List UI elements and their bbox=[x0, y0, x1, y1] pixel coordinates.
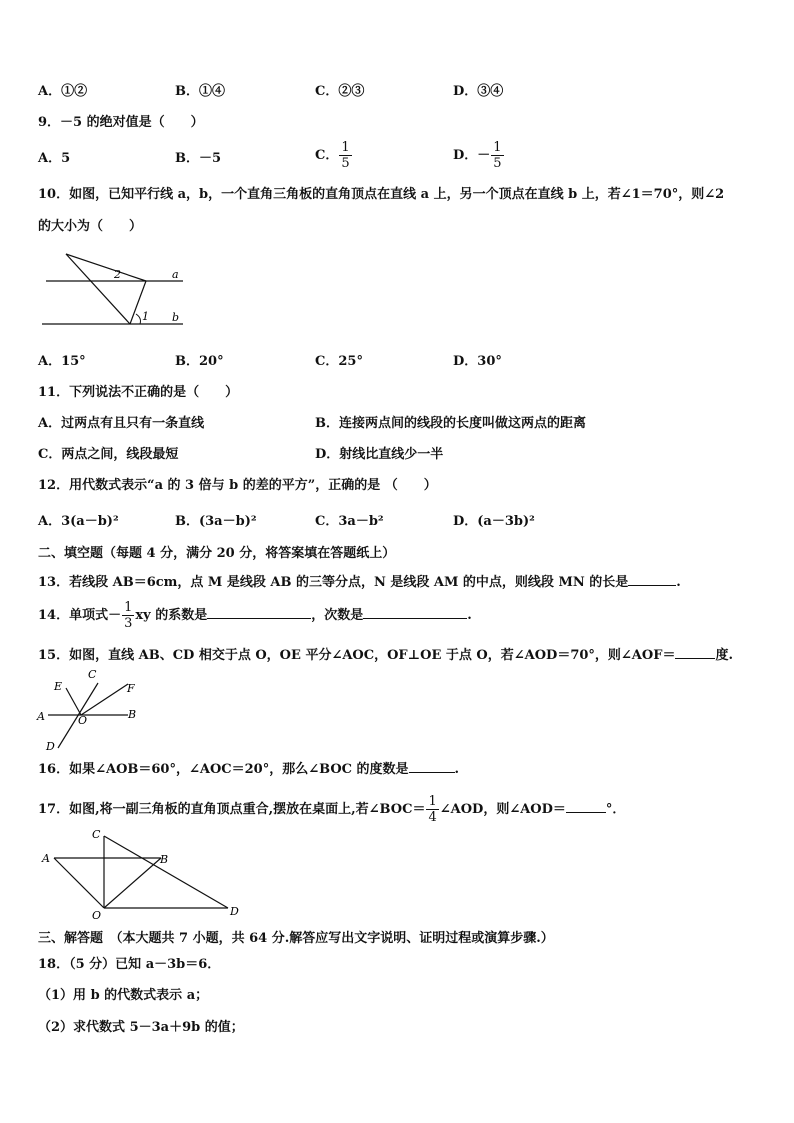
q14: 14．单项式－ $\frac{1}{3}$ xy 的系数是 ，次数是 . bbox=[38, 600, 472, 631]
q14-coefficient-blank bbox=[207, 605, 311, 619]
q9-option-a: A．5 bbox=[38, 151, 71, 166]
q17-label-a: A bbox=[42, 852, 50, 865]
q10-option-c: C．25° bbox=[315, 354, 363, 369]
q9-option-d: D．－ $\frac{1}{5}$ bbox=[453, 140, 502, 171]
q16: 16．如果∠AOB＝60°，∠AOC＝20°，那么∠BOC 的度数是 . bbox=[38, 759, 459, 779]
q8-option-d: D．③④ bbox=[453, 84, 504, 99]
q10-label-b: b bbox=[172, 311, 180, 324]
q10-option-b: B．20° bbox=[175, 354, 224, 369]
q9-option-b: B．－5 bbox=[175, 151, 222, 166]
q8-option-b: B．①④ bbox=[175, 84, 225, 99]
q17-label-c: C bbox=[92, 828, 101, 841]
q18-part-1: （1）用 b 的代数式表示 a； bbox=[38, 988, 209, 1003]
q10-label-1: 1 bbox=[142, 310, 149, 323]
q11-option-b: B．连接两点间的线段的长度叫做这两点的距离 bbox=[315, 416, 586, 431]
q8-option-a: A．①② bbox=[38, 84, 88, 99]
q12-option-d: D．(a－3b)² bbox=[453, 514, 535, 529]
q15-label-b: B bbox=[128, 708, 137, 721]
q12-option-c: C．3a－b² bbox=[315, 514, 384, 529]
q10-stem-line2: 的大小为（ ） bbox=[38, 219, 143, 234]
q18-stem: 18．（5 分）已知 a－3b＝6． bbox=[38, 957, 221, 972]
q10-label-2: 2 bbox=[114, 268, 121, 281]
q13-answer-blank bbox=[628, 572, 676, 586]
q17-answer-blank bbox=[566, 799, 606, 813]
q17-label-o: O bbox=[92, 909, 102, 920]
q17-figure bbox=[36, 824, 248, 920]
q11-option-a: A．过两点有且只有一条直线 bbox=[38, 416, 205, 431]
q12-stem: 12．用代数式表示“a 的 3 倍与 b 的差的平方”，正确的是 （ ） bbox=[38, 478, 437, 493]
q9-option-c: C． $\frac{1}{5}$ bbox=[315, 140, 350, 171]
q14-degree-blank bbox=[363, 605, 467, 619]
q15-label-d: D bbox=[46, 740, 55, 753]
section-2-heading: 二、填空题（每题 4 分，满分 20 分，将答案填在答题纸上） bbox=[38, 546, 396, 561]
q10-label-a: a bbox=[172, 268, 179, 281]
q15-figure bbox=[36, 666, 146, 754]
q8-option-c: C．②③ bbox=[315, 84, 365, 99]
q18-part-2: （2）求代数式 5－3a＋9b 的值； bbox=[38, 1020, 244, 1035]
q17: 17．如图,将一副三角板的直角顶点重合,摆放在桌面上,若∠BOC＝ $\frac{1}{4}$ ∠AOD，则∠AOD＝ °． bbox=[38, 794, 626, 825]
q13: 13．若线段 AB＝6cm，点 M 是线段 AB 的三等分点，N 是线段 AM 的中点，则线段 MN 的长是 . bbox=[38, 572, 681, 592]
q10-figure bbox=[38, 248, 188, 330]
q15-label-o: O bbox=[78, 714, 88, 727]
q12-option-b: B．(3a－b)² bbox=[175, 514, 257, 529]
q15-label-a: A bbox=[37, 710, 45, 723]
q10-stem-line1: 10．如图，已知平行线 a，b，一个直角三角板的直角顶点在直线 a 上，另一个顶点在直线 b 上，若∠1＝70°，则∠2 bbox=[38, 187, 725, 202]
q15-answer-blank bbox=[675, 645, 715, 659]
q12-option-a: A．3(a－b)² bbox=[38, 514, 119, 529]
q17-label-b: B bbox=[160, 853, 169, 866]
q11-option-d: D．射线比直线少一半 bbox=[315, 447, 444, 462]
q15-label-c: C bbox=[88, 668, 97, 681]
q16-answer-blank bbox=[409, 759, 455, 773]
q15-label-e: E bbox=[54, 680, 63, 693]
q17-label-d: D bbox=[230, 905, 239, 918]
q15: 15．如图，直线 AB、CD 相交于点 O，OE 平分∠AOC，OF⊥OE 于点 O，若∠AOD＝70°，则∠AOF＝ 度. bbox=[38, 645, 733, 665]
q9-stem: 9．－5 的绝对值是（ ） bbox=[38, 115, 204, 130]
q10-option-a: A．15° bbox=[38, 354, 86, 369]
q15-label-f: F bbox=[127, 682, 135, 695]
q11-option-c: C．两点之间，线段最短 bbox=[38, 447, 179, 462]
section-3-heading: 三、解答题 （本大题共 7 小题，共 64 分.解答应写出文字说明、证明过程或演算步骤.） bbox=[38, 931, 554, 946]
q11-stem: 11．下列说法不正确的是（ ） bbox=[38, 385, 239, 400]
q10-option-d: D．30° bbox=[453, 354, 502, 369]
